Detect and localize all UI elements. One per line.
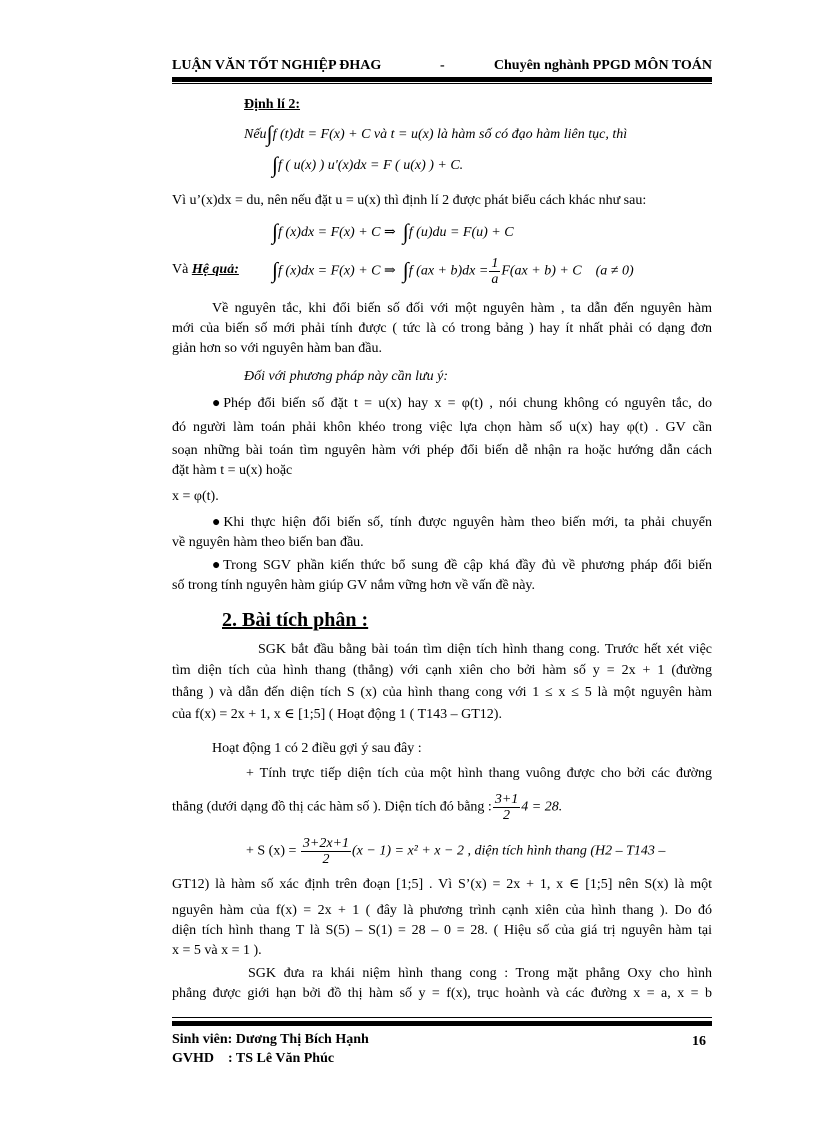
header-right: Chuyên nghành PPGD MÔN TOÁN [493,58,712,73]
s5-line-4: x = 5 và x = 1 ). [172,943,262,958]
bullet1-line-4: đặt hàm t = u(x) hoặc [172,463,293,478]
s6-line-2: phẳng được giới hạn bởi đồ thị hàm số y = f(x), trục hoành và các đường x = a, x = b [172,986,712,1001]
s1-line-3: thẳng ) và dẫn đến diện tích S (x) của hình thang cong với 1 ≤ x ≤ 5 là một nguyên hàm [172,685,712,700]
s1-line-4: của f(x) = 2x + 1, x ∈ [1;5] ( Hoạt động 1 ( T143 – GT12). [172,707,502,722]
corollary-line: Và Hệ quả: [172,262,239,277]
fraction: $\frac{3+1}{2}$ [494,792,519,823]
bullet1-line-5: x = φ(t). [172,489,219,504]
fraction: $\frac{1}{a}$ [491,256,499,287]
formula-1: ∫f (x)dx = F(x) + C ⇒ ∫f (u)du = F(u) + C [272,219,514,244]
integral-sign: ∫ [266,121,273,146]
page-number: 16 [692,1034,706,1049]
note-heading: Đối với phương pháp này cần lưu ý: [244,369,449,384]
para2-line-2: mới của biến số mới phải tính được ( tức là có trong bảng ) hay ít nhất phải có dạng đơn [172,321,712,336]
bullet1-line-1: ●Phép đổi biến số đặt t = u(x) hay x = φ(t) , nói chung không có nguyên tắc, do [212,396,712,411]
integral-sign: ∫ [272,219,279,244]
para2-line-3: giản hơn so với nguyên hàm ban đầu. [172,341,382,356]
bullet3-line-1: ●Trong SGV phần kiến thức bổ sung đề cập khá đầy đủ về phương pháp đổi biến [212,558,712,573]
bullet2-line-2: về nguyên hàm theo biến ban đầu. [172,535,364,550]
section-title: 2. Bài tích phân : [222,609,369,631]
s5-line-2: nguyên hàm của f(x) = 2x + 1 ( đây là phương trình cạnh xiên của hình thang ). Do đó [172,903,712,918]
s1-line-1: SGK bắt đầu bằng bài toán tìm diện tích hình thang cong. Trước hết xét việc [258,642,712,657]
bullet1-line-2: đó người làm toán phải khôn khéo trong việc lựa chọn hàm số u(x) hay φ(t) . GV cần [172,420,712,435]
integral-sign: ∫ [402,257,409,283]
integral-sign: ∫ [402,219,409,244]
theorem-condition: Nếu∫f (t)dt = F(x) + C và t = u(x) là hàm số có đạo hàm liên tục, thì [244,121,628,146]
paragraph-1: Vì u’(x)dx = du, nên nếu đặt u = u(x) thì định lí 2 được phát biểu cách khác như sau: [172,193,647,208]
s3-line-1: + Tính trực tiếp diện tích của một hình thang vuông được cho bởi các đường [246,766,712,781]
s6-line-1: SGK đưa ra khái niệm hình thang cong : Trong mặt phẳng Oxy cho hình [248,966,712,981]
bullet2-line-1: ●Khi thực hiện đổi biến số, tính được nguyên hàm theo biến mới, ta phải chuyển [212,515,712,530]
footer-rule-thick [172,1021,712,1026]
s2-line: Hoạt động 1 có 2 điều gợi ý sau đây : [212,741,422,756]
s1-line-2: tìm diện tích của hình thang (thẳng) với cạnh xiên cho bởi hàm số y = 2x + 1 (đường [172,663,712,678]
corollary-formula: ∫f (x)dx = F(x) + C ⇒ ∫f (ax + b)dx = $\frac{1}{a}$ F(ax + b) + C (a ≠ 0) [272,256,634,287]
s3-line-2: thẳng (dưới dạng đồ thị các hàm số ). Diện tích đó bằng : $\frac{3+1}{2}$ 4 = 28. [172,792,563,823]
s5-line-1: GT12) là hàm số xác định trên đoạn [1;5] . Vì S’(x) = 2x + 1, x ∈ [1;5] nên S(x) là một [172,877,712,892]
bullet1-line-3: soạn những bài toán tìm nguyên hàm với phép đổi biến dễ nhận ra hoặc hướng dẫn cách [172,443,712,458]
theorem-formula: ∫f ( u(x) ) u'(x)dx = F ( u(x) ) + C. [272,152,464,177]
footer-student: Sinh viên: Dương Thị Bích Hạnh [172,1032,369,1047]
footer-rule-thin [172,1017,712,1018]
bullet3-line-2: số trong tính nguyên hàm giúp GV nắm vững hơn về vấn đề này. [172,578,535,593]
header-dash: - [440,58,445,73]
theorem-title: Định lí 2: [244,97,301,112]
integral-sign: ∫ [272,257,279,283]
s4-line: + S (x) = $\frac{3+2x+1}{2}$ (x − 1) = x² + x − 2 , diện tích hình thang (H2 – T143 – [246,836,666,867]
header-rule-thin [172,83,712,84]
fraction: $\frac{3+2x+1}{2}$ [302,836,350,867]
para2-line-1: Về nguyên tắc, khi đổi biến số đối với một nguyên hàm , ta dẫn đến nguyên hàm [212,301,712,316]
header-rule-thick [172,77,712,82]
integral-sign: ∫ [272,152,279,177]
header-left: LUẬN VĂN TỐT NGHIỆP ĐHAG [172,58,382,73]
footer-advisor: GVHD : TS Lê Văn Phúc [172,1051,335,1066]
corollary-label: Hệ quả: [191,262,239,277]
s5-line-3: diện tích hình thang T là S(5) – S(1) = 28 – 0 = 28. ( Hiệu số của giá trị nguyên hàm tại [172,923,712,938]
